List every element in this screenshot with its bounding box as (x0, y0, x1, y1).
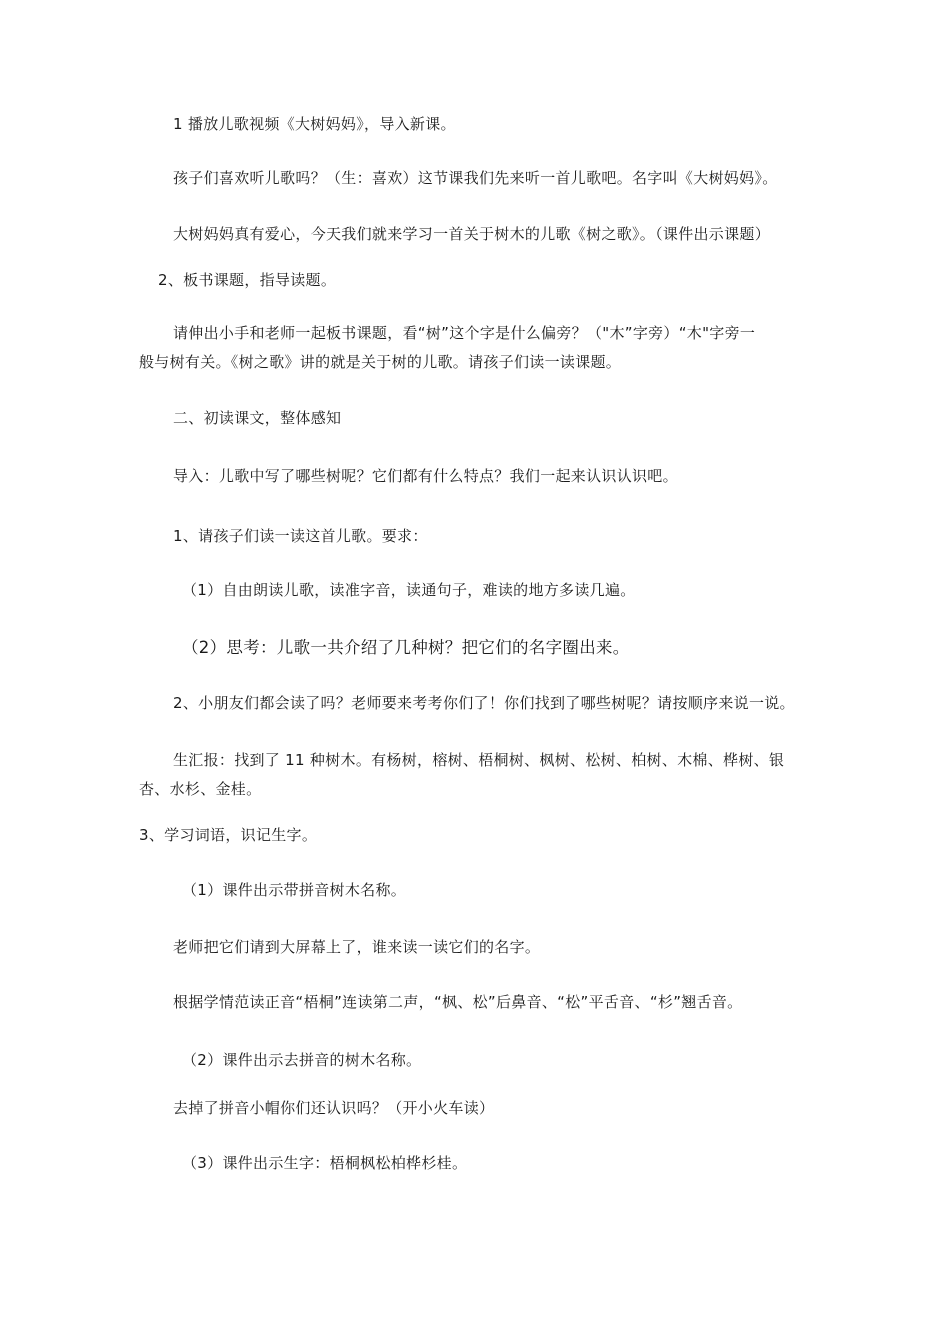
text-line: 孩子们喜欢听儿歌吗？（生：喜欢）这节课我们先来听一首儿歌吧。名字叫《大树妈妈》。 (173, 169, 778, 187)
text-line: 2、小朋友们都会读了吗？老师要来考考你们了！你们找到了哪些树呢？请按顺序来说一说。 (173, 694, 795, 712)
section-heading: 3、学习词语，识记生字。 (139, 826, 318, 844)
text-line: （2）思考：儿歌一共介绍了几种树？把它们的名字圈出来。 (182, 638, 630, 657)
text-line: 1、请孩子们读一读这首儿歌。要求： (173, 527, 428, 545)
text-line: （1）课件出示带拼音树木名称。 (182, 881, 407, 899)
section-heading: 二、初读课文，整体感知 (173, 409, 342, 427)
text-line: 杏、水杉、金桂。 (139, 780, 262, 798)
text-line: 生汇报：找到了 11 种树木。有杨树，榕树、梧桐树、枫树、松树、柏树、木棉、桦树、银 (173, 751, 785, 769)
section-heading: 2、板书课题，指导读题。 (158, 271, 337, 289)
text-line: 根据学情范读正音“梧桐”连读第二声，“枫、松”后鼻音、“松”平舌音、“杉”翘舌音。 (173, 993, 743, 1011)
text-line: 去掉了拼音小帽你们还认识吗？（开小火车读） (173, 1099, 495, 1117)
text-line: （3）课件出示生字：梧桐枫松柏桦杉桂。 (182, 1154, 468, 1172)
text-line: 请伸出小手和老师一起板书课题，看“树”这个字是什么偏旁？（"木”字旁）“木"字旁一 (173, 324, 756, 342)
text-line: （1）自由朗读儿歌，读准字音，读通句子，难读的地方多读几遍。 (182, 581, 636, 599)
text-line: 般与树有关。《树之歌》讲的就是关于树的儿歌。请孩子们读一读课题。 (139, 353, 622, 371)
text-line: 导入：儿歌中写了哪些树呢？它们都有什么特点？我们一起来认识认识吧。 (173, 467, 678, 485)
text-line: 老师把它们请到大屏幕上了，谁来读一读它们的名字。 (173, 938, 541, 956)
text-line: 大树妈妈真有爱心，今天我们就来学习一首关于树木的儿歌《树之歌》。（课件出示课题） (173, 225, 771, 243)
text-line: （2）课件出示去拼音的树木名称。 (182, 1051, 422, 1069)
text-line: 1 播放儿歌视频《大树妈妈》，导入新课。 (173, 115, 456, 133)
